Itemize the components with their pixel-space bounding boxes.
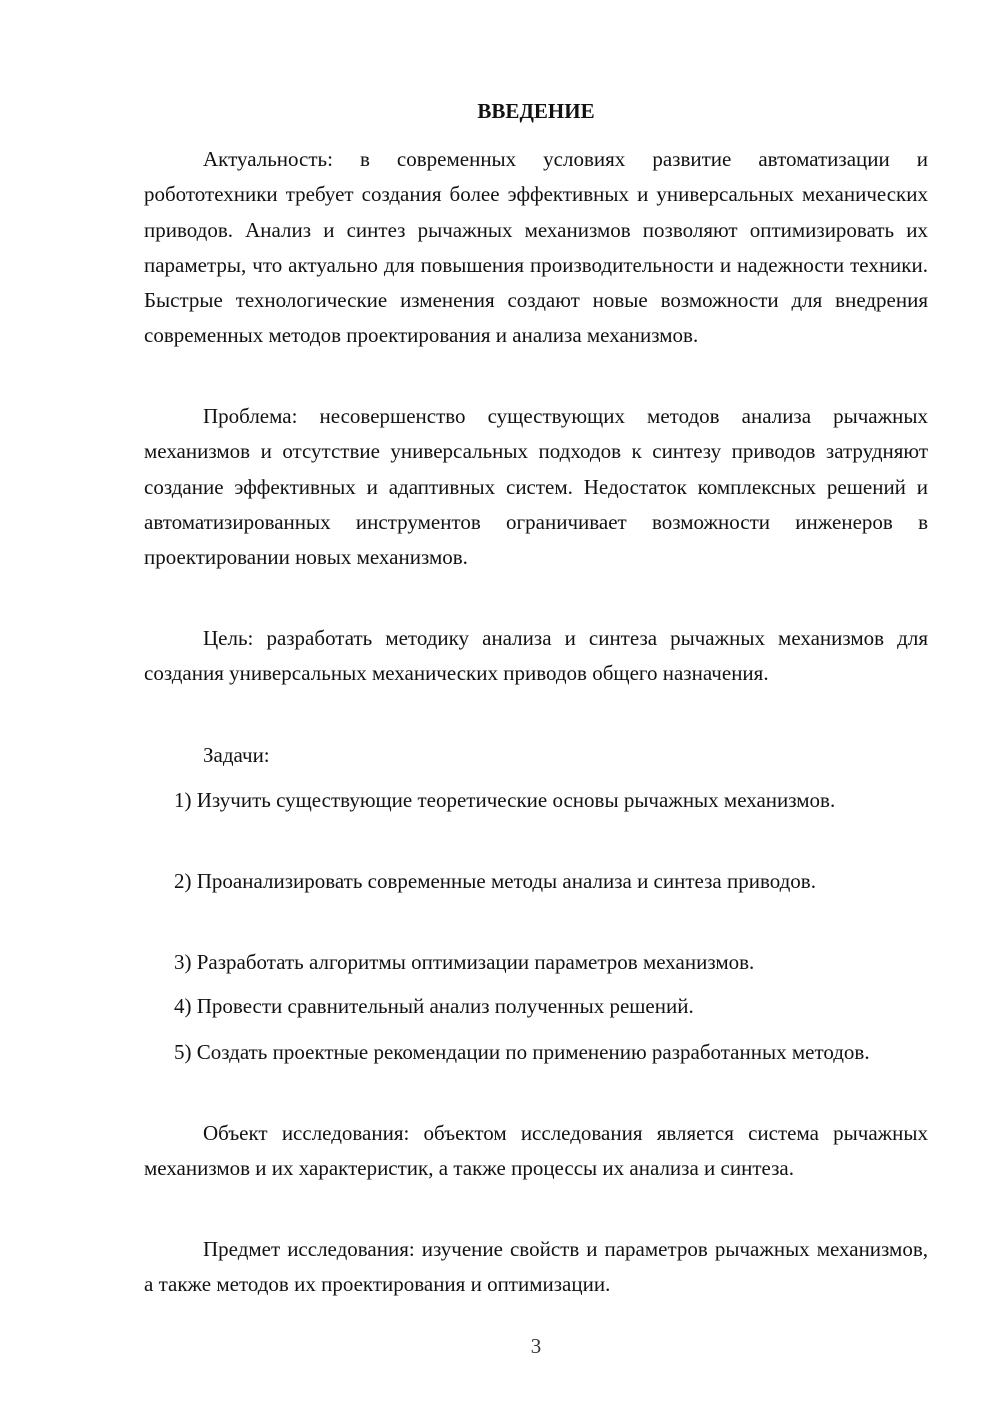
page-number: 3: [530, 1334, 542, 1358]
problem-paragraph: Проблема: несовершенство существующих методов анализа рычажных механизмов и отсутствие универсальных подходов к синтезу приводов затрудняют создание эффективных и адаптивных систем. Недостаток комплексных решений и автоматизированных инструментов ограничивает возможности инженеров в проектировании новых механизмов.: [144, 404, 928, 570]
tasks-heading: Задачи:: [203, 743, 270, 767]
relevance-paragraph: Актуальность: в современных условиях развитие автоматизации и робототехники требует создания более эффективных и универсальных механических приводов. Анализ и синтез рычажных механизмов позволяют оптимизировать их параметры, что актуально для повышения производительности и надежности техники. Быстрые технологические изменения создают новые возможности для внедрения современных методов проектирования и анализа механизмов.: [144, 147, 928, 348]
task-item: 5) Создать проектные рекомендации по применению разработанных методов.: [174, 1040, 870, 1064]
page-title: ВВЕДЕНИЕ: [477, 99, 595, 123]
task-item: 4) Провести сравнительный анализ полученных решений.: [174, 994, 694, 1018]
subject-paragraph: Предмет исследования: изучение свойств и параметров рычажных механизмов, а также методов их проектирования и оптимизации.: [144, 1237, 928, 1297]
goal-paragraph: Цель: разработать методику анализа и синтеза рычажных механизмов для создания универсальных механических приводов общего назначения.: [144, 626, 928, 686]
task-item: 2) Проанализировать современные методы анализа и синтеза приводов.: [174, 869, 816, 893]
object-paragraph: Объект исследования: объектом исследования является система рычажных механизмов и их характеристик, а также процессы их анализа и синтеза.: [144, 1121, 928, 1181]
task-item: 1) Изучить существующие теоретические основы рычажных механизмов.: [174, 788, 836, 812]
task-item: 3) Разработать алгоритмы оптимизации параметров механизмов.: [174, 950, 755, 974]
